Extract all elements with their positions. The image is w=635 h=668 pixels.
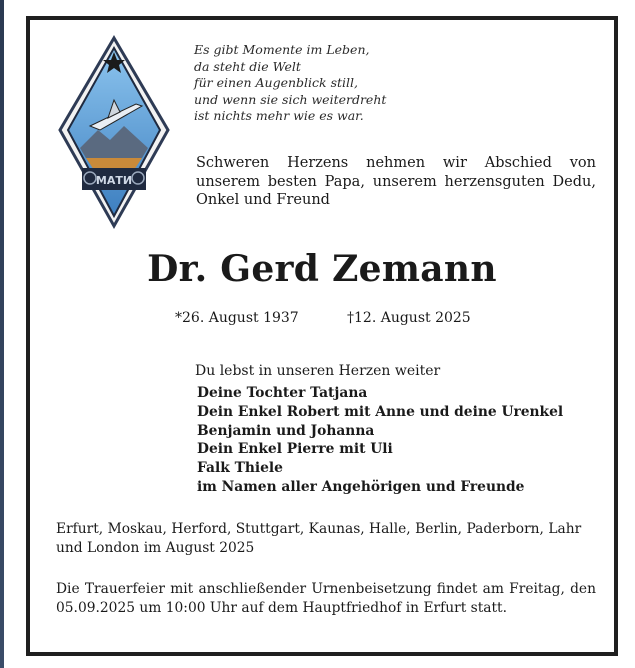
deceased-name: Dr. Gerd Zemann <box>147 248 497 290</box>
poem-line: ist nichts mehr wie es war. <box>194 108 364 123</box>
farewell-intro: Schweren Herzens nehmen wir Abschied von unserem besten Papa, unserem herzensguten Dedu, Onkel und Freund <box>196 155 596 208</box>
university-emblem-icon <box>50 30 178 230</box>
places-and-date: Erfurt, Moskau, Herford, Stuttgart, Kaunas, Halle, Berlin, Paderborn, Lahr und London im August 2025 <box>56 521 582 556</box>
left-edge-strip <box>0 0 4 668</box>
mourner-line: Dein Enkel Pierre mit Uli <box>197 441 393 458</box>
mourners-subtitle: Du lebst in unseren Herzen weiter <box>195 363 441 379</box>
death-date: †12. August 2025 <box>347 310 471 326</box>
mourner-line: Falk Thiele <box>197 460 283 477</box>
emblem-lettering: МАТИ <box>95 174 133 187</box>
mourner-line: im Namen aller Angehörigen und Freunde <box>197 478 525 495</box>
mourners-list <box>197 384 563 497</box>
mourner-line: Deine Tochter Tatjana <box>197 385 368 401</box>
poem-line: Es gibt Momente im Leben, <box>194 42 370 57</box>
obituary-frame <box>26 16 618 656</box>
mourner-line: Dein Enkel Robert mit Anne und deine Urenkel <box>197 403 564 420</box>
mourner-line: Benjamin und Johanna <box>197 422 375 439</box>
birth-date: *26. August 1937 <box>175 310 299 326</box>
poem-line: für einen Augenblick still, <box>194 75 358 90</box>
funeral-notice: Die Trauerfeier mit anschließender Urnenbeisetzung findet am Freitag, den 05.09.2025 um 10:00 Uhr auf dem Hauptfriedhof in Erfurt statt. <box>56 581 596 616</box>
poem <box>194 42 386 125</box>
poem-line: und wenn sie sich weiterdreht <box>194 91 387 107</box>
poem-line: da steht die Welt <box>194 58 301 74</box>
